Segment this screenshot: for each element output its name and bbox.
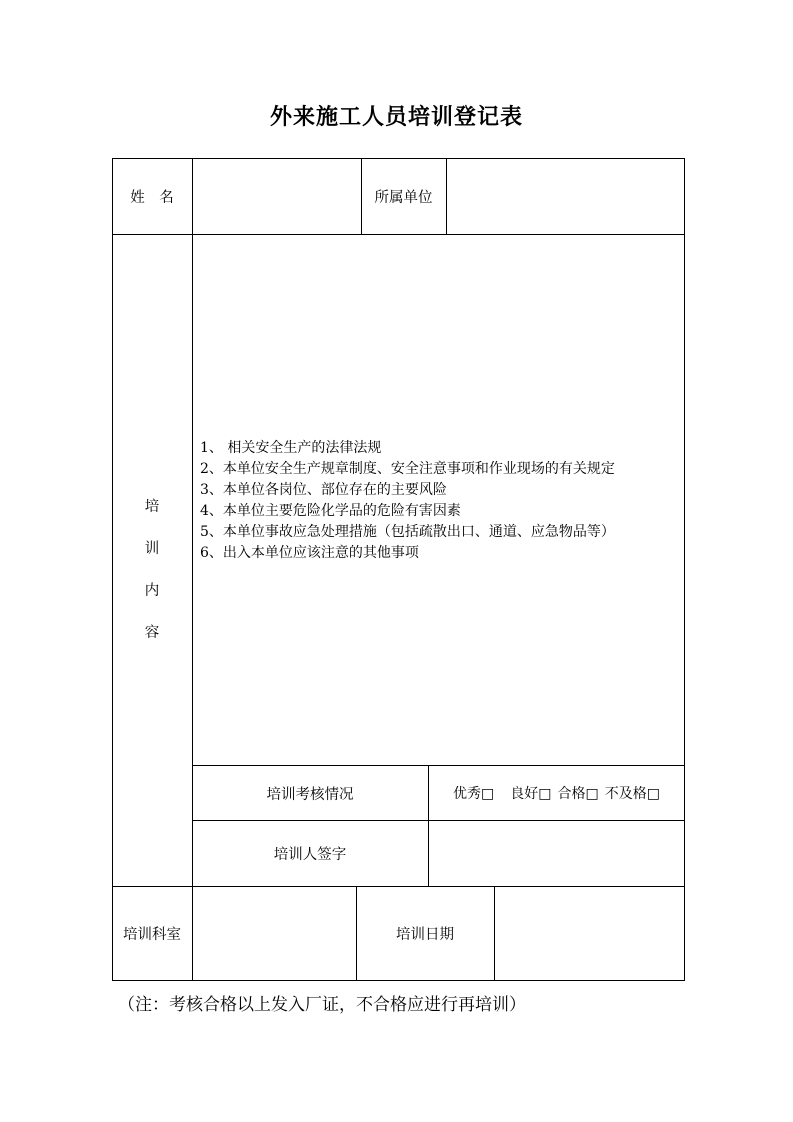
option-excellent-checkbox[interactable]: 优秀□ <box>453 786 495 802</box>
date-field[interactable] <box>495 887 684 980</box>
option-fail-checkbox[interactable]: 不及格□ <box>604 786 660 802</box>
assessment-options <box>429 765 684 821</box>
option-good-checkbox[interactable]: 良好□ <box>510 786 552 802</box>
unit-field[interactable] <box>447 159 684 234</box>
list-item: 4、本单位主要危险化学品的危险有害因素 <box>200 503 461 519</box>
label-char: 内 <box>144 583 160 599</box>
option-pass-checkbox[interactable]: 合格□ <box>557 786 599 802</box>
training-content-list <box>200 438 615 564</box>
list-item: 6、出入本单位应该注意的其他事项 <box>200 545 419 561</box>
list-item: 1、 相关安全生产的法律法规 <box>200 440 382 456</box>
list-item: 2、本单位安全生产规章制度、安全注意事项和作业现场的有关规定 <box>200 461 615 477</box>
dept-field[interactable] <box>193 887 356 980</box>
label-char: 训 <box>144 541 160 557</box>
list-item: 3、本单位各岗位、部位存在的主要风险 <box>200 482 447 498</box>
footnote: （注：考核合格以上发入厂证，不合格应进行再培训） <box>118 995 526 1015</box>
trainer-signature-field[interactable] <box>429 821 684 886</box>
label-char: 容 <box>144 625 160 641</box>
list-item: 5、本单位事故应急处理措施（包括疏散出口、通道、应急物品等） <box>200 524 615 540</box>
trainer-signature-label: 培训人签字 <box>273 847 347 863</box>
assessment-label: 培训考核情况 <box>266 786 354 803</box>
label-char: 培 <box>144 499 160 515</box>
unit-label: 所属单位 <box>374 190 433 206</box>
training-content-label <box>112 486 192 654</box>
date-label: 培训日期 <box>396 927 454 943</box>
page-title: 外来施工人员培训登记表 <box>269 105 523 130</box>
dept-label: 培训科室 <box>123 927 181 943</box>
table-border-right <box>684 158 685 981</box>
name-field[interactable] <box>193 159 361 234</box>
name-label: 姓 名 <box>130 190 174 206</box>
